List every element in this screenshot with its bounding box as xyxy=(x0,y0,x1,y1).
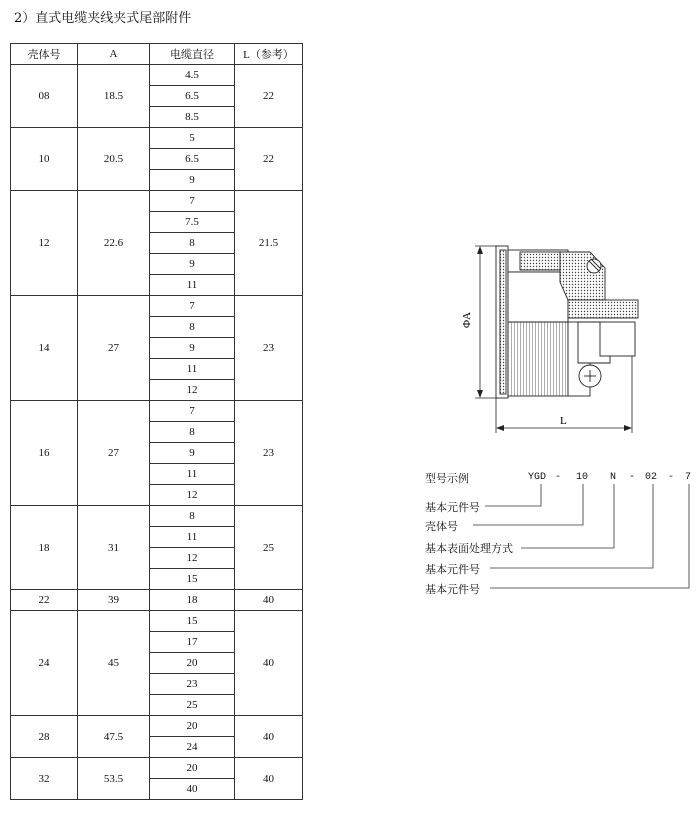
cell-shell-size: 10 xyxy=(11,128,78,191)
code-dash-2: - xyxy=(629,472,636,483)
cell-cable-diameter: 17 xyxy=(150,632,235,653)
code-element-3: 7 xyxy=(685,472,692,483)
cell-l: 40 xyxy=(235,758,303,800)
cell-cable-diameter: 8 xyxy=(150,506,235,527)
cell-l: 21.5 xyxy=(235,191,303,296)
cell-cable-diameter: 12 xyxy=(150,485,235,506)
header-a: A xyxy=(78,44,150,65)
cell-cable-diameter: 5 xyxy=(150,128,235,149)
code-finish: N xyxy=(610,472,617,483)
cell-l: 40 xyxy=(235,716,303,758)
table-row xyxy=(11,716,303,737)
legend-element-no-1: 基本元件号 xyxy=(425,501,480,514)
cell-shell-size: 24 xyxy=(11,611,78,716)
cell-cable-diameter: 6.5 xyxy=(150,86,235,107)
cell-cable-diameter: 7 xyxy=(150,191,235,212)
cell-a: 47.5 xyxy=(78,716,150,758)
cell-a: 45 xyxy=(78,611,150,716)
cell-cable-diameter: 8 xyxy=(150,422,235,443)
cell-l: 23 xyxy=(235,401,303,506)
cell-shell-size: 18 xyxy=(11,506,78,590)
code-series: YGD xyxy=(528,472,547,483)
legend-element-no-2: 基本元件号 xyxy=(425,563,480,576)
cell-cable-diameter: 25 xyxy=(150,695,235,716)
cell-cable-diameter: 20 xyxy=(150,716,235,737)
cell-cable-diameter: 9 xyxy=(150,254,235,275)
cell-cable-diameter: 12 xyxy=(150,380,235,401)
cell-a: 22.6 xyxy=(78,191,150,296)
cell-cable-diameter: 6.5 xyxy=(150,149,235,170)
table-row xyxy=(11,401,303,422)
model-example-label: 型号示例 xyxy=(425,472,469,485)
legend-element-no-3: 基本元件号 xyxy=(425,583,480,596)
cell-cable-diameter: 9 xyxy=(150,443,235,464)
cell-cable-diameter: 20 xyxy=(150,653,235,674)
code-shell: 10 xyxy=(576,472,589,483)
cell-cable-diameter: 40 xyxy=(150,779,235,800)
code-dash-1: - xyxy=(555,472,562,483)
cell-cable-diameter: 7 xyxy=(150,401,235,422)
cell-cable-diameter: 12 xyxy=(150,548,235,569)
cell-a: 27 xyxy=(78,401,150,506)
table-row xyxy=(11,191,303,212)
table-row xyxy=(11,758,303,779)
cell-shell-size: 12 xyxy=(11,191,78,296)
header-shell: 壳体号 xyxy=(11,44,78,65)
header-cable-diameter: 电缆直径 xyxy=(150,44,235,65)
cell-cable-diameter: 15 xyxy=(150,569,235,590)
cell-cable-diameter: 18 xyxy=(150,590,235,611)
cell-cable-diameter: 11 xyxy=(150,464,235,485)
table-row xyxy=(11,65,303,86)
legend-shell-no: 壳体号 xyxy=(425,520,458,533)
cell-cable-diameter: 9 xyxy=(150,338,235,359)
cell-l: 22 xyxy=(235,65,303,128)
cell-shell-size: 16 xyxy=(11,401,78,506)
spec-table xyxy=(10,43,303,800)
cell-l: 23 xyxy=(235,296,303,401)
dimension-a-label: ΦA xyxy=(461,312,473,328)
cell-cable-diameter: 24 xyxy=(150,737,235,758)
table-body xyxy=(11,65,303,800)
cell-cable-diameter: 9 xyxy=(150,170,235,191)
cell-cable-diameter: 8 xyxy=(150,317,235,338)
cell-cable-diameter: 23 xyxy=(150,674,235,695)
section-title: 2）直式电缆夹线夹式尾部附件 xyxy=(14,11,192,26)
connector-drawing xyxy=(460,238,660,438)
legend-surface-finish: 基本表面处理方式 xyxy=(425,542,513,555)
table-row xyxy=(11,506,303,527)
cell-l: 22 xyxy=(235,128,303,191)
cell-l: 25 xyxy=(235,506,303,590)
cell-shell-size: 22 xyxy=(11,590,78,611)
cell-shell-size: 32 xyxy=(11,758,78,800)
code-element-2: 02 xyxy=(645,472,658,483)
cell-a: 18.5 xyxy=(78,65,150,128)
cell-cable-diameter: 11 xyxy=(150,275,235,296)
cell-cable-diameter: 15 xyxy=(150,611,235,632)
cell-a: 27 xyxy=(78,296,150,401)
cell-shell-size: 08 xyxy=(11,65,78,128)
cell-l: 40 xyxy=(235,590,303,611)
cell-cable-diameter: 8.5 xyxy=(150,107,235,128)
cell-cable-diameter: 11 xyxy=(150,527,235,548)
dimension-l-label: L xyxy=(560,415,567,427)
cell-cable-diameter: 7.5 xyxy=(150,212,235,233)
header-l: L（参考） xyxy=(235,44,303,65)
cell-cable-diameter: 4.5 xyxy=(150,65,235,86)
connector-body xyxy=(496,246,638,398)
table-header-row xyxy=(11,44,303,65)
cell-cable-diameter: 7 xyxy=(150,296,235,317)
cell-shell-size: 14 xyxy=(11,296,78,401)
code-dash-3: - xyxy=(668,472,675,483)
cell-shell-size: 28 xyxy=(11,716,78,758)
cell-a: 31 xyxy=(78,506,150,590)
cell-l: 40 xyxy=(235,611,303,716)
cell-cable-diameter: 8 xyxy=(150,233,235,254)
cell-a: 20.5 xyxy=(78,128,150,191)
table-row xyxy=(11,128,303,149)
cell-a: 53.5 xyxy=(78,758,150,800)
cell-cable-diameter: 11 xyxy=(150,359,235,380)
table-row xyxy=(11,611,303,632)
cell-a: 39 xyxy=(78,590,150,611)
table-row xyxy=(11,590,303,611)
cell-cable-diameter: 20 xyxy=(150,758,235,779)
table-row xyxy=(11,296,303,317)
